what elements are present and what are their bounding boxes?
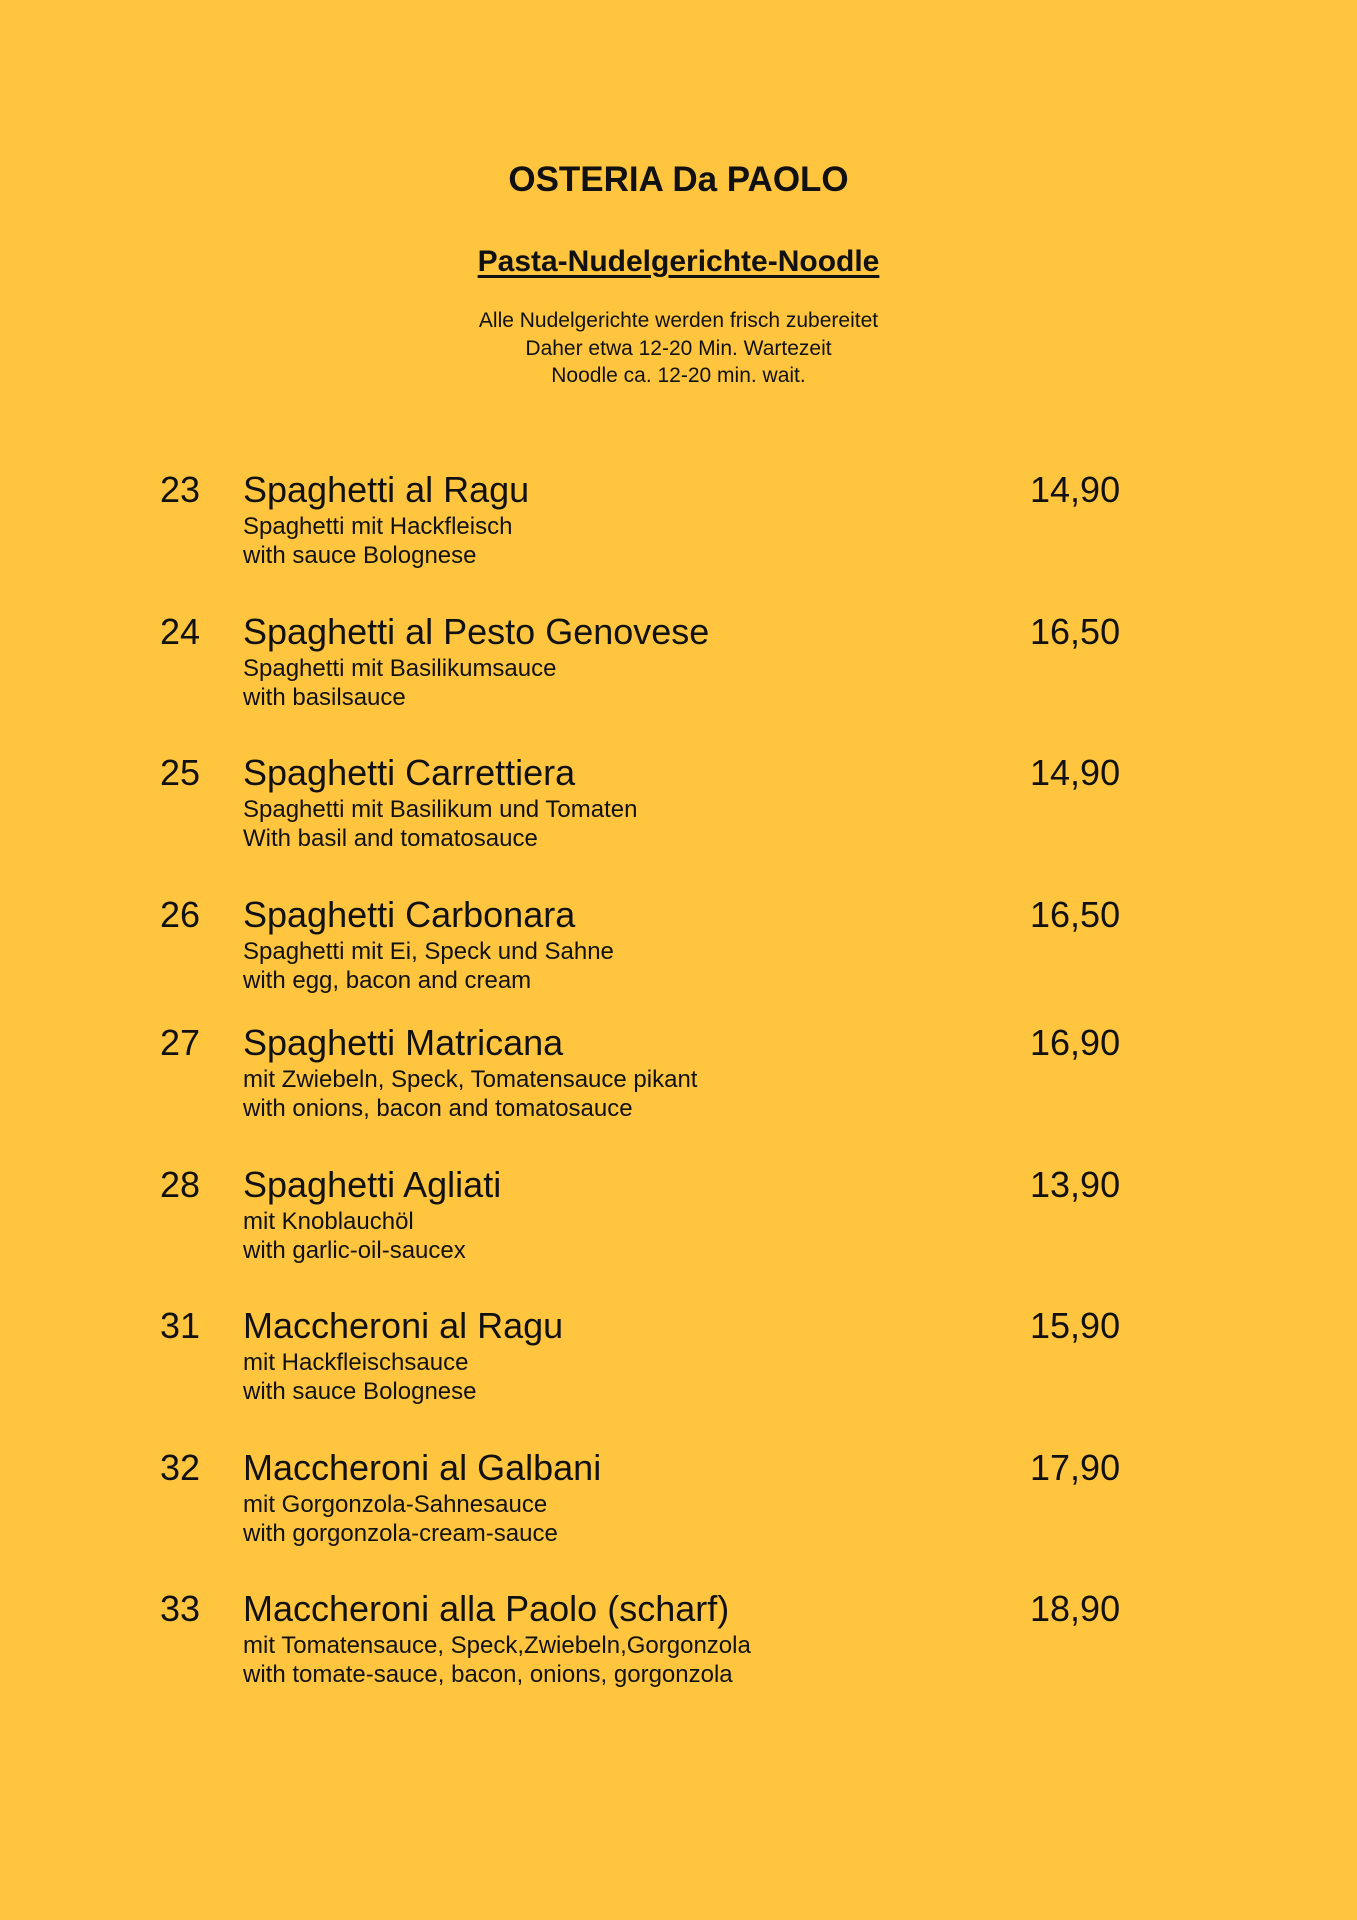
item-desc-de: mit Zwiebeln, Speck, Tomatensauce pikant <box>243 1066 698 1093</box>
section-title: Pasta-Nudelgerichte-Noodle <box>477 245 880 278</box>
item-name: Maccheroni al Ragu <box>243 1305 564 1346</box>
item-desc-de: Spaghetti mit Basilikum und Tomaten <box>243 796 638 823</box>
item-price: 16,50 <box>1030 611 1121 652</box>
menu-item <box>0 470 1357 590</box>
item-number: 23 <box>160 469 201 510</box>
item-desc-en: with garlic-oil-saucex <box>243 1237 466 1264</box>
item-number: 27 <box>160 1022 201 1063</box>
preparation-notes <box>0 307 1357 390</box>
item-name: Spaghetti Carrettiera <box>243 752 576 793</box>
menu-item <box>0 1023 1357 1143</box>
item-number: 25 <box>160 752 201 793</box>
item-price: 14,90 <box>1030 469 1121 510</box>
item-number: 32 <box>160 1447 201 1488</box>
item-price: 18,90 <box>1030 1588 1121 1629</box>
item-desc-de: mit Gorgonzola-Sahnesauce <box>243 1491 548 1518</box>
note-line: Daher etwa 12-20 Min. Wartezeit <box>525 336 832 360</box>
item-desc-en: with sauce Bolognese <box>243 542 477 569</box>
item-desc-de: mit Tomatensauce, Speck,Zwiebeln,Gorgonzola <box>243 1632 751 1659</box>
item-number: 31 <box>160 1305 201 1346</box>
item-name: Spaghetti Matricana <box>243 1022 564 1063</box>
item-price: 16,90 <box>1030 1022 1121 1063</box>
item-number: 33 <box>160 1588 201 1629</box>
item-desc-de: Spaghetti mit Hackfleisch <box>243 513 513 540</box>
menu-item <box>0 1165 1357 1285</box>
menu-item <box>0 1448 1357 1568</box>
item-price: 17,90 <box>1030 1447 1121 1488</box>
note-line: Alle Nudelgerichte werden frisch zubereitet <box>478 309 879 332</box>
item-name: Spaghetti Carbonara <box>243 894 576 935</box>
menu-item <box>0 753 1357 873</box>
item-desc-en: with egg, bacon and cream <box>243 967 532 994</box>
item-desc-de: mit Hackfleischsauce <box>243 1349 469 1376</box>
item-price: 15,90 <box>1030 1305 1121 1346</box>
item-name: Spaghetti al Pesto Genovese <box>243 611 710 652</box>
menu-item <box>0 1589 1357 1709</box>
item-desc-de: mit Knoblauchöl <box>243 1208 414 1235</box>
item-number: 24 <box>160 611 201 652</box>
item-number: 26 <box>160 894 201 935</box>
item-desc-en: with tomate-sauce, bacon, onions, gorgonzola <box>243 1661 733 1688</box>
item-name: Spaghetti al Ragu <box>243 469 530 510</box>
item-price: 13,90 <box>1030 1164 1121 1205</box>
page-title: OSTERIA Da PAOLO <box>508 160 849 199</box>
item-number: 28 <box>160 1164 201 1205</box>
menu-item <box>0 612 1357 732</box>
item-desc-en: with onions, bacon and tomatosauce <box>243 1095 633 1122</box>
note-line: Noodle ca. 12-20 min. wait. <box>551 364 806 387</box>
item-desc-de: Spaghetti mit Basilikumsauce <box>243 655 557 682</box>
item-desc-de: Spaghetti mit Ei, Speck und Sahne <box>243 938 614 965</box>
menu-item <box>0 1306 1357 1426</box>
item-price: 14,90 <box>1030 752 1121 793</box>
item-desc-en: with basilsauce <box>243 684 406 711</box>
item-name: Maccheroni alla Paolo (scharf) <box>243 1588 730 1629</box>
menu-item <box>0 895 1357 1015</box>
item-price: 16,50 <box>1030 894 1121 935</box>
item-desc-en: With basil and tomatosauce <box>243 825 538 852</box>
item-name: Maccheroni al Galbani <box>243 1447 602 1488</box>
item-desc-en: with sauce Bolognese <box>243 1378 477 1405</box>
item-name: Spaghetti Agliati <box>243 1164 502 1205</box>
item-desc-en: with gorgonzola-cream-sauce <box>243 1520 558 1547</box>
